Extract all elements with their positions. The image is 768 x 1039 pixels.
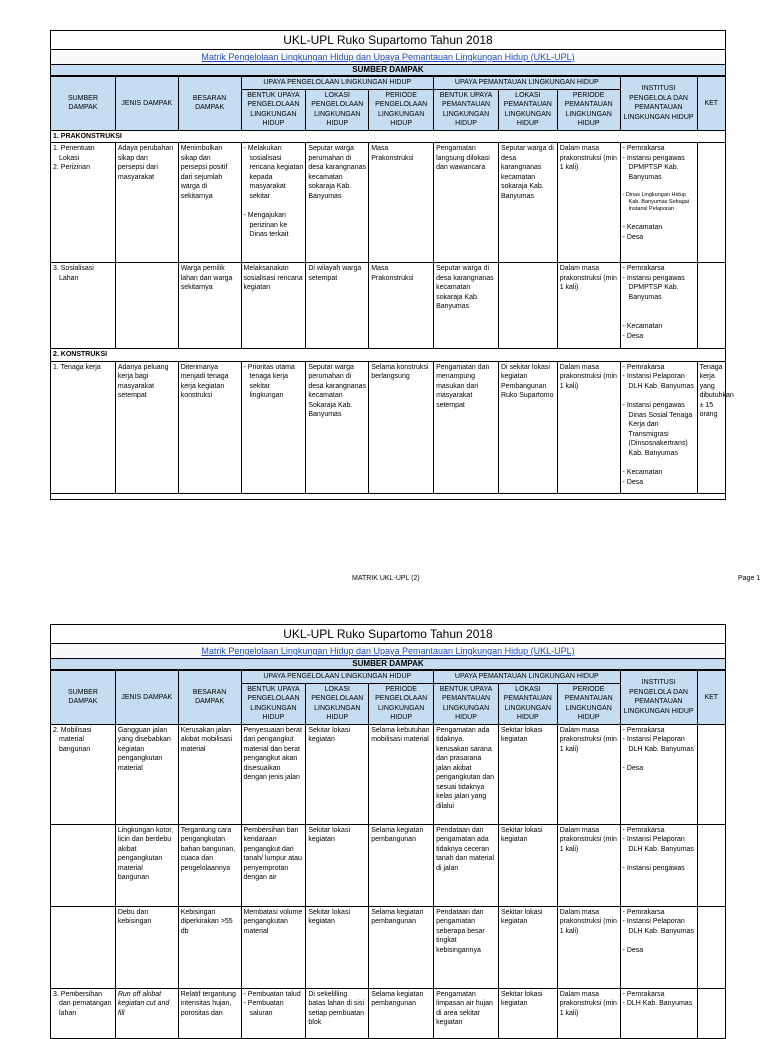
cell-bentuk-pem: Pengamatan dan menampung masukan dari masyarakat setempat [434, 361, 499, 493]
table-row [51, 906, 726, 988]
cell-besaran: Relatif tergantung intensitas hujan, porositas dan [178, 988, 241, 1038]
cell-institusi: - Desa [622, 478, 644, 486]
cell-lokasi: Sekitar lokasi kegiatan [306, 724, 369, 824]
page-subtitle: Matrik Pengelolaan Lingkungan Hidup dan Upaya Pemantauan Lingkungan Hidup (UKL-UPL) [51, 50, 725, 65]
col-sumber-dampak: SUMBER DAMPAK [51, 77, 116, 131]
col-bentuk-pengelolaan: BENTUK UPAYA PENGELOLAAN LINGKUNGAN HIDUP [241, 89, 306, 130]
cell-lokasi-pem: Di sekitar lokasi kegiatan Pembangunan Ruko Supartomo [498, 361, 557, 493]
cell-institusi: - Dinas Lingkungan Hidup Kab. Banyumas Sebagai Instansi Pelaporan [622, 192, 690, 212]
cell-sumber: 1. Penentuan Lokasi [53, 145, 95, 162]
cell-lokasi-pem: Sekitar lokasi kegiatan [498, 988, 557, 1038]
cell-periode: Selama kegiatan pembangunan [369, 824, 434, 906]
matrix-table-1 [50, 76, 734, 494]
cell-bentuk-pem: Pengamatan langsung dilokasi dan wawancara [434, 143, 499, 263]
cell-bentuk: - Prioritas utama tenaga kerja sekitar lingkungan [243, 363, 295, 399]
cell-jenis: Gangguan jalan yang disebabkan kegiatan pengangkutan material [115, 724, 178, 824]
col-upaya-pemantauan: UPAYA PEMANTAUAN LINGKUNGAN HIDUP [434, 671, 620, 684]
cell-besaran: Kerusakan jalan akibat mobilisasi material [178, 724, 241, 824]
matrix-table-2 [50, 670, 726, 1039]
cell-institusi: - Pemrakarsa [622, 990, 665, 998]
col-lokasi-pengelolaan: LOKASI PENGELOLAAN LINGKUNGAN HIDUP [306, 89, 369, 130]
col-jenis-dampak: JENIS DAMPAK [115, 77, 178, 131]
cell-jenis: Debu dan kebisingan [115, 906, 178, 988]
col-bentuk-pemantauan: BENTUK UPAYA PEMANTAUAN LINGKUNGAN HIDUP [434, 683, 499, 724]
cell-bentuk-pem: Pendataan dan pengamatan seberapa besar tingkat kebisingannya [434, 906, 499, 988]
cell-periode: Masa Prakonstruksi [369, 143, 434, 263]
cell-lokasi: Di wilayah warga setempat [306, 263, 369, 349]
col-besaran-dampak: BESARAN DAMPAK [178, 77, 241, 131]
matrix-sheet-2 [50, 624, 726, 1024]
col-periode-pengelolaan: PERIODE PENGELOLAAN LINGKUNGAN HIDUP [369, 683, 434, 724]
cell-periode-pem: Dalam masa prakonstruksi (min 1 kali) [557, 724, 620, 824]
cell-lokasi-pem: Sekitar lokasi kegiatan [498, 906, 557, 988]
cell-periode-pem: Dalam masa prakonstruksi (min 1 kali) [557, 906, 620, 988]
cell-sumber: 3. Pembersihan dan pematangan lahan [53, 990, 112, 1017]
cell-institusi: - Desa [622, 332, 644, 340]
cell-besaran: Tergantung cara pengangkutan bahan bangunan, cuaca dan pengelolaannya [178, 824, 241, 906]
cell-periode: Selama kebutuhan mobilisasi material [369, 724, 434, 824]
cell-periode: Selama kegiatan pembangunan [369, 988, 434, 1038]
col-lokasi-pengelolaan: LOKASI PENGELOLAAN LINGKUNGAN HIDUP [306, 683, 369, 724]
cell-institusi: - Instansi pengawas [622, 865, 685, 872]
cell-institusi: - Instansi Pelaporan DLH Kab. Banyumas [622, 373, 694, 390]
cell-lokasi: Seputar warga perumahan di desa karangnanas kecamatan sokaraja Kab. Banyumas [306, 143, 369, 263]
cell-institusi: - Instansi Pelaporan DLH Kab. Banyumas [622, 736, 694, 753]
cell-lokasi: Sekitar lokasi kegiatan [306, 824, 369, 906]
col-periode-pemantauan: PERIODE PEMANTAUAN LINGKUNGAN HIDUP [557, 683, 620, 724]
cell-institusi: - Kecamatan [622, 224, 663, 231]
cell-lokasi: Seputar warga perumahan di desa karangnanas kecamatan Sokaraja Kab. Banyumas [306, 361, 369, 493]
cell-lokasi-pem: Sekitar lokasi kegiatan [498, 824, 557, 906]
cell-sumber: 2. Mobilisasi material bangunan [53, 726, 92, 753]
cell-bentuk: Pembersihan ban kendaraan pengangkut dari tanah/ lumpur atau penyemprotan dengan air [241, 824, 306, 906]
col-ket: KET [697, 77, 725, 131]
cell-periode-pem: Dalam masa prakonstruksi (min 1 kali) [557, 263, 620, 349]
col-besaran-dampak: BESARAN DAMPAK [178, 671, 241, 725]
col-bentuk-pemantauan: BENTUK UPAYA PEMANTAUAN LINGKUNGAN HIDUP [434, 89, 499, 130]
cell-sumber: 1. Tenaga kerja [53, 363, 101, 371]
footer-doc-name: MATRIK UKL-UPL (2) [352, 575, 420, 582]
cell-bentuk: - Pembuatan saluran [243, 1000, 284, 1017]
cell-bentuk: Membatasi volume pengangkutan material [241, 906, 306, 988]
cell-besaran: Warga pemilik lahan dan warga sekitarnya [178, 263, 241, 349]
cell-bentuk: - Melakukan sosialisasi rencana kegiatan kepada masyarakat sekitar [243, 145, 304, 200]
cell-periode: Masa Prakonstruksi [369, 263, 434, 349]
col-sumber-dampak: SUMBER DAMPAK [51, 671, 116, 725]
cell-bentuk-pem: Pengamatan limpasan air hujan di area sekitar kegiatan [434, 988, 499, 1038]
col-upaya-pengelolaan: UPAYA PENGELOLAAN LINGKUNGAN HIDUP [241, 671, 434, 684]
cell-institusi: - Pemrakarsa [622, 363, 665, 371]
cell-jenis: Lingkungan kotor, licin dan berdebu akibat pengangkutan material bangunan [115, 824, 178, 906]
cell-institusi: - Desa [622, 233, 644, 241]
col-periode-pemantauan: PERIODE PEMANTAUAN LINGKUNGAN HIDUP [557, 89, 620, 130]
cell-institusi: - Instansi pengawas Dinas Sosial Tenaga Kerja dan Transmigrasi (Dinsosnakertrans) Kab. Banyumas [622, 402, 693, 457]
cell-periode-pem: Dalam masa prakonstruksi (min 1 kali) [557, 143, 620, 263]
section-prakonstruksi: 1. PRAKONSTRUKSI [51, 130, 726, 143]
cell-bentuk-pem: Pengamatan ada tidaknya. kerusakan sarana dan prasarana jalan akibat pengangkutan dan sesuai tidaknya kelas jalan yang dilalui [434, 724, 499, 824]
matrix-sheet-1 [50, 30, 734, 500]
cell-institusi: - Desa [622, 765, 644, 772]
cell-ket: Tenaga kerja yang dibutuhkan ± 15 orang [697, 361, 725, 493]
cell-institusi: - Pemrakarsa [622, 726, 665, 734]
footer-page-number: Page 1 [738, 575, 761, 582]
col-institusi: INSTITUSI PENGELOLA DAN PEMANTAUAN LINGKUNGAN HIDUP [620, 671, 697, 725]
cell-institusi: - DLH Kab. Banyumas [622, 1000, 693, 1007]
cell-lokasi: Di sekelilling batas lahan di sisi setiap pembuatan blok [306, 988, 369, 1038]
cell-institusi: - Pemrakarsa [622, 826, 665, 834]
cell-institusi: - Kecamatan [622, 323, 663, 330]
cell-periode: Selama konstruksi berlangsung [369, 361, 434, 493]
page-subtitle: Matrik Pengelolaan Lingkungan Hidup dan Upaya Pemantauan Lingkungan Hidup (UKL-UPL) [51, 644, 725, 659]
cell-jenis: Adanya peluang kerja bagi masyarakat setempat [115, 361, 178, 493]
page-title: UKL-UPL Ruko Supartomo Tahun 2018 [51, 31, 725, 50]
cell-institusi: - Instansi pengawas DPMPTSP Kab. Banyumas [622, 154, 685, 181]
cell-periode-pem: Dalam masa prakonstruksi (min 1 kali) [557, 988, 620, 1038]
cell-sumber: 2. Perizinan [53, 164, 90, 171]
page-title: UKL-UPL Ruko Supartomo Tahun 2018 [51, 625, 725, 644]
table-row [51, 361, 726, 493]
cell-sumber: 3. Sosialisasi Lahan [53, 265, 94, 282]
table-row [51, 988, 726, 1038]
cell-besaran: Menimbulkan sikap dan persepsi positif dari sejumlah warga di sekitarnya [178, 143, 241, 263]
cell-institusi: - Pemrakarsa [622, 908, 665, 916]
table-row [51, 724, 726, 824]
col-lokasi-pemantauan: LOKASI PEMANTAUAN LINGKUNGAN HIDUP [498, 683, 557, 724]
section-konstruksi: 2. KONSTRUKSI [51, 349, 726, 362]
cell-institusi: - Pemrakarsa [622, 265, 665, 272]
cell-jenis: Adaya perubahan sikap dan persepsi dari masyarakat [115, 143, 178, 263]
cell-jenis: Run off akibat kegiatan cut and fill [115, 988, 178, 1038]
col-lokasi-pemantauan: LOKASI PEMANTAUAN LINGKUNGAN HIDUP [498, 89, 557, 130]
cell-institusi: - Instansi pengawas DPMPTSP Kab. Banyumas [622, 274, 685, 301]
cell-institusi: - Kecamatan [622, 469, 663, 476]
col-upaya-pemantauan: UPAYA PEMANTAUAN LINGKUNGAN HIDUP [434, 77, 620, 90]
cell-besaran: Diterimanya menjadi tenaga kerja kegiatan konstruksi [178, 361, 241, 493]
col-ket: KET [697, 671, 725, 725]
sumber-dampak-band: SUMBER DAMPAK [51, 65, 725, 76]
cell-bentuk: - Pembuatan talud [243, 990, 301, 998]
table-row [51, 824, 726, 906]
col-upaya-pengelolaan: UPAYA PENGELOLAAN LINGKUNGAN HIDUP [241, 77, 434, 90]
cell-bentuk: - Mengajukan perizinan ke Dinas terkait [243, 212, 289, 238]
cell-institusi: - Desa [622, 947, 644, 954]
cell-periode-pem: Dalam masa prakonstruksi (min 1 kali) [557, 361, 620, 493]
cell-lokasi-pem: Sekitar lokasi kegiatan [498, 724, 557, 824]
cell-periode: Selama kegiatan pembangunan [369, 906, 434, 988]
cell-periode-pem: Dalam masa prakonstruksi (min 1 kali) [557, 824, 620, 906]
cell-institusi: - Pemrakarsa [622, 145, 665, 152]
col-institusi: INSTITUSI PENGELOLA DAN PEMANTAUAN LINGKUNGAN HIDUP [620, 77, 697, 131]
cell-bentuk-pem: Seputar warga di desa karangnanas kecamatan sokaraja Kab. Banyumas [434, 263, 499, 349]
cell-bentuk-pem: Pendataan dan pengamatan ada tidaknya ceceran tanah dan material di jalan [434, 824, 499, 906]
cell-besaran: Kebisingan diperkirakan >55 db [178, 906, 241, 988]
cell-institusi: - Instansi Pelaporan DLH Kab. Banyumas [622, 836, 694, 853]
sumber-dampak-band: SUMBER DAMPAK [51, 659, 725, 670]
table-row [51, 263, 726, 349]
col-jenis-dampak: JENIS DAMPAK [115, 671, 178, 725]
cell-lokasi-pem: Seputar warga di desa karangnanas kecamatan sokaraja Kab. Banyumas [498, 143, 557, 263]
col-bentuk-pengelolaan: BENTUK UPAYA PENGELOLAAN LINGKUNGAN HIDUP [241, 683, 306, 724]
cell-institusi: - Instansi Pelaporan DLH Kab. Banyumas [622, 918, 694, 935]
cell-bentuk: Melaksanakan sosialisasi rencana kegiatan [241, 263, 306, 349]
cell-bentuk: Penyesuaian berat dari pengangkut material dan berat pengangkut akan disesuaikan dengan jenis jalan [241, 724, 306, 824]
cell-lokasi: Sekitar lokasi kegiatan [306, 906, 369, 988]
col-periode-pengelolaan: PERIODE PENGELOLAAN LINGKUNGAN HIDUP [369, 89, 434, 130]
table-row [51, 143, 726, 263]
